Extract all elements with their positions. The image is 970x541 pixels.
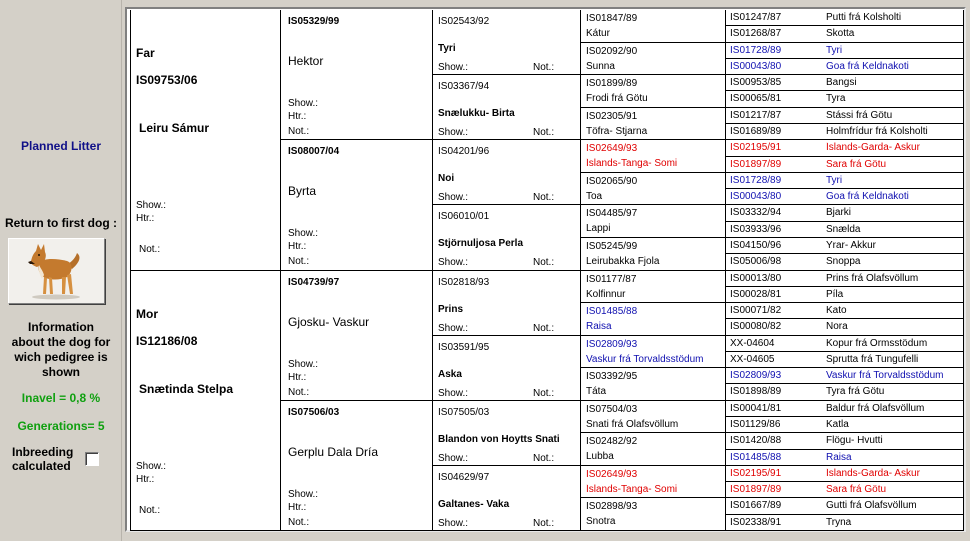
- gen5-cell: [726, 238, 964, 254]
- gen3-cell: [433, 75, 581, 140]
- gen5-cell: [726, 336, 964, 352]
- parent-role: Mor: [136, 307, 158, 321]
- grandparent-name[interactable]: Gerplu Dala Dría: [288, 445, 379, 459]
- htr-label: Htr.:: [288, 372, 307, 383]
- gen5-reg-number[interactable]: IS00028/81: [730, 289, 782, 300]
- gen5-reg-number[interactable]: IS00043/80: [730, 61, 782, 72]
- inavel-value: Inavel = 0,8 %: [21, 391, 101, 405]
- gen4-cell: [581, 303, 726, 336]
- gen5-name[interactable]: Kopur frá Ormsstödum: [826, 338, 928, 349]
- gen5-reg-number[interactable]: XX-04604: [730, 338, 775, 349]
- gen4-name[interactable]: Toa: [586, 191, 603, 202]
- gen4-reg-number[interactable]: IS01847/89: [586, 13, 638, 24]
- gen5-name[interactable]: Goa frá Keldnakoti: [826, 191, 909, 202]
- info-line: about the dog for: [11, 335, 111, 349]
- gen5-reg-number[interactable]: IS00041/81: [730, 403, 782, 414]
- gen5-cell: [726, 59, 964, 75]
- gen3-reg-number[interactable]: IS03591/95: [438, 342, 490, 353]
- gen4-reg-number[interactable]: IS02809/93: [586, 339, 638, 350]
- parent-cell-far: [130, 10, 281, 271]
- grandparent-name[interactable]: Gjosku- Vaskur: [288, 315, 370, 329]
- gen5-name[interactable]: Tyri: [826, 45, 843, 56]
- gen5-cell: [726, 205, 964, 222]
- not-label: Not.:: [139, 244, 161, 255]
- gen5-cell: [726, 384, 964, 401]
- gen4-name[interactable]: Kolfinnur: [586, 289, 626, 300]
- gen5-reg-number[interactable]: IS01268/87: [730, 28, 782, 39]
- gen5-reg-number[interactable]: XX-04605: [730, 354, 775, 365]
- planned-litter-link[interactable]: Planned Litter: [20, 139, 101, 153]
- gen3-reg-number[interactable]: IS02818/93: [438, 277, 490, 288]
- gen5-cell: [726, 368, 964, 384]
- gen5-reg-number[interactable]: IS01420/88: [730, 435, 782, 446]
- gen5-name[interactable]: Katla: [826, 419, 849, 430]
- gen5-reg-number[interactable]: IS00013/80: [730, 273, 782, 284]
- gen5-name[interactable]: Raisa: [826, 452, 852, 463]
- gen4-reg-number[interactable]: IS02649/93: [586, 143, 638, 154]
- gen5-name[interactable]: Píla: [826, 289, 844, 300]
- gen5-name[interactable]: Putti frá Kolsholti: [826, 12, 902, 23]
- gen4-reg-number[interactable]: IS01485/88: [586, 306, 638, 317]
- inbreeding-line: calculated: [12, 459, 71, 473]
- gen5-reg-number[interactable]: IS03933/96: [730, 224, 782, 235]
- parent-name[interactable]: Snætinda Stelpa: [139, 382, 234, 396]
- gen5-cell: [726, 108, 964, 124]
- gen5-name[interactable]: Bangsi: [826, 77, 857, 88]
- gen4-name[interactable]: Íslands-Tanga- Somi: [586, 484, 678, 495]
- show-label: Show.:: [438, 518, 469, 529]
- gen5-name[interactable]: Flögu- Hvutti: [826, 435, 883, 446]
- gen5-reg-number[interactable]: IS01728/89: [730, 45, 782, 56]
- gen4-cell: [581, 205, 726, 238]
- gen4-cell: [581, 140, 726, 173]
- grandparent-cell: [281, 10, 433, 140]
- gen5-name[interactable]: Tyra: [826, 93, 846, 104]
- grandparent-reg-number[interactable]: IS05329/99: [288, 16, 340, 27]
- dog-icon: [9, 239, 104, 303]
- gen5-cell: [726, 303, 964, 319]
- gen5-reg-number[interactable]: IS01689/89: [730, 126, 782, 137]
- gen5-reg-number[interactable]: IS00953/85: [730, 77, 782, 88]
- generations-value: Generations= 5: [17, 419, 105, 433]
- not-label: Not.:: [288, 387, 310, 398]
- gen5-name[interactable]: Tryna: [826, 517, 852, 528]
- gen5-name[interactable]: Yrar- Akkur: [826, 240, 877, 251]
- gen3-reg-number[interactable]: IS03367/94: [438, 81, 490, 92]
- gen5-name[interactable]: Íslands-Garda- Askur: [826, 142, 920, 153]
- gen5-cell: [726, 401, 964, 417]
- gen5-cell: [726, 189, 964, 205]
- gen3-reg-number[interactable]: IS04201/96: [438, 146, 490, 157]
- gen5-reg-number[interactable]: IS01247/87: [730, 12, 782, 23]
- show-label: Show.:: [288, 98, 319, 109]
- gen5-name[interactable]: Baldur frá Olafsvöllum: [826, 403, 925, 414]
- gen4-reg-number[interactable]: IS02898/93: [586, 501, 638, 512]
- not-label: Not.:: [139, 505, 161, 516]
- not-label: Not.:: [533, 323, 555, 334]
- return-to-first-dog-button[interactable]: [8, 238, 105, 304]
- gen5-name[interactable]: Sara frá Götu: [826, 484, 887, 495]
- gen4-name[interactable]: Frodi frá Götu: [586, 93, 648, 104]
- gen5-name[interactable]: Sprutta frá Tungufelli: [826, 354, 919, 365]
- gen5-reg-number[interactable]: IS00065/81: [730, 93, 782, 104]
- gen4-reg-number[interactable]: IS01177/87: [586, 274, 637, 285]
- gen5-cell: [726, 466, 964, 482]
- show-label: Show.:: [288, 359, 319, 370]
- gen5-reg-number[interactable]: IS01897/89: [730, 484, 782, 495]
- htr-label: Htr.:: [136, 474, 155, 485]
- gen5-reg-number[interactable]: IS01217/87: [730, 110, 782, 121]
- parent-reg-number[interactable]: IS09753/06: [136, 73, 198, 87]
- gen5-name[interactable]: Kato: [826, 305, 847, 316]
- gen5-cell: [726, 254, 964, 271]
- gen5-cell: [726, 173, 964, 189]
- gen5-cell: [726, 271, 964, 287]
- gen3-cell: [433, 140, 581, 205]
- grandparent-cell: [281, 401, 433, 531]
- not-label: Not.:: [533, 62, 555, 73]
- pedigree-tree: [130, 10, 964, 531]
- grandparent-name[interactable]: Byrta: [288, 184, 317, 198]
- inbreeding-checkbox[interactable]: [85, 452, 99, 466]
- gen5-name[interactable]: Sara frá Götu: [826, 159, 887, 170]
- gen5-name[interactable]: Holmfrídur frá Kolsholti: [826, 126, 928, 137]
- gen5-reg-number[interactable]: IS01667/89: [730, 500, 782, 511]
- gen4-reg-number[interactable]: IS03392/95: [586, 371, 638, 382]
- gen3-name[interactable]: Galtanes- Vaka: [438, 499, 510, 510]
- gen3-reg-number[interactable]: IS06010/01: [438, 211, 490, 222]
- gen5-reg-number[interactable]: IS01485/88: [730, 452, 782, 463]
- gen3-name[interactable]: Snælukku- Birta: [438, 108, 515, 119]
- gen5-reg-number[interactable]: IS02195/91: [730, 468, 782, 479]
- gen5-name[interactable]: Bjarki: [826, 207, 852, 218]
- gen5-cell: [726, 450, 964, 466]
- gen3-name[interactable]: Aska: [438, 369, 462, 380]
- gen4-name[interactable]: Lubba: [586, 451, 614, 462]
- gen5-name[interactable]: Prins frá Olafsvöllum: [826, 273, 919, 284]
- grandparent-reg-number[interactable]: IS08007/04: [288, 146, 340, 157]
- gen3-name[interactable]: Tyri: [438, 43, 456, 54]
- gen5-cell: [726, 287, 964, 303]
- not-label: Not.:: [533, 518, 555, 529]
- parent-cell-mor: [130, 271, 281, 531]
- show-label: Show.:: [438, 323, 469, 334]
- gen5-name[interactable]: Snoppa: [826, 256, 861, 267]
- show-label: Show.:: [288, 489, 319, 500]
- gen5-cell: [726, 10, 964, 26]
- inbreeding-line: Inbreeding: [12, 445, 74, 459]
- gen5-reg-number[interactable]: IS01898/89: [730, 386, 782, 397]
- grandparent-cell: [281, 271, 433, 401]
- gen5-name[interactable]: Nora: [826, 321, 848, 332]
- show-label: Show.:: [136, 200, 167, 211]
- gen5-cell: [726, 124, 964, 140]
- show-label: Show.:: [438, 257, 469, 268]
- not-label: Not.:: [288, 126, 310, 137]
- gen4-name[interactable]: Raisa: [586, 321, 612, 332]
- show-label: Show.:: [438, 62, 469, 73]
- gen5-reg-number[interactable]: IS01129/86: [730, 419, 781, 430]
- gen5-reg-number[interactable]: IS02809/93: [730, 370, 782, 381]
- gen5-name[interactable]: Íslands-Garda- Askur: [826, 468, 920, 479]
- gen5-reg-number[interactable]: IS05006/98: [730, 256, 782, 267]
- gen4-cell: [581, 173, 726, 205]
- gen4-cell: [581, 271, 726, 303]
- gen4-reg-number[interactable]: IS02649/93: [586, 469, 638, 480]
- gen4-cell: [581, 433, 726, 466]
- sidebar-panel: [0, 0, 122, 541]
- not-label: Not.:: [533, 388, 555, 399]
- gen5-cell: [726, 140, 964, 157]
- gen4-name[interactable]: Snotra: [586, 516, 616, 527]
- gen4-cell: [581, 75, 726, 108]
- gen3-cell: [433, 271, 581, 336]
- grandparent-name[interactable]: Hektor: [288, 54, 324, 68]
- not-label: Not.:: [533, 453, 555, 464]
- gen4-cell: [581, 401, 726, 433]
- gen5-name[interactable]: Vaskur frá Torvaldsstödum: [826, 370, 944, 381]
- gen3-cell: [433, 401, 581, 466]
- gen5-reg-number[interactable]: IS02195/91: [730, 142, 782, 153]
- info-line: Information: [28, 320, 94, 334]
- info-line: wich pedigree is: [14, 350, 108, 364]
- gen5-cell: [726, 26, 964, 43]
- gen4-name[interactable]: Leirubakka Fjola: [586, 256, 660, 267]
- gen4-reg-number[interactable]: IS04485/97: [586, 208, 638, 219]
- inbreeding-label: [12, 445, 73, 473]
- gen5-cell: [726, 222, 964, 238]
- not-label: Not.:: [533, 127, 555, 138]
- gen5-name[interactable]: Tyri: [826, 175, 843, 186]
- gen5-name[interactable]: Gutti frá Olafsvöllum: [826, 500, 917, 511]
- gen5-reg-number[interactable]: IS00080/82: [730, 321, 782, 332]
- gen5-cell: [726, 352, 964, 368]
- gen3-name[interactable]: Stjörnuljosa Perla: [438, 238, 524, 249]
- not-label: Not.:: [288, 256, 310, 267]
- grandparent-reg-number[interactable]: IS07506/03: [288, 407, 340, 418]
- gen4-name[interactable]: Kátur: [586, 28, 610, 39]
- gen4-cell: [581, 10, 726, 43]
- gen5-name[interactable]: Skotta: [826, 28, 855, 39]
- gen3-reg-number[interactable]: IS02543/92: [438, 16, 490, 27]
- gen5-cell: [726, 91, 964, 108]
- gen4-name[interactable]: Töfra- Stjarna: [586, 126, 648, 137]
- grandparent-cell: [281, 140, 433, 271]
- gen4-cell: [581, 498, 726, 531]
- gen4-cell: [581, 466, 726, 498]
- gen4-reg-number[interactable]: IS05245/99: [586, 241, 638, 252]
- pedigree-panel: [125, 7, 966, 532]
- show-label: Show.:: [438, 192, 469, 203]
- show-label: Show.:: [288, 228, 319, 239]
- gen4-name[interactable]: Sunna: [586, 61, 615, 72]
- gen5-reg-number[interactable]: IS01897/89: [730, 159, 782, 170]
- gen4-name[interactable]: Vaskur frá Torvaldsstödum: [586, 354, 704, 365]
- gen5-cell: [726, 433, 964, 450]
- gen5-cell: [726, 515, 964, 531]
- not-label: Not.:: [288, 517, 310, 528]
- gen4-reg-number[interactable]: IS02482/92: [586, 436, 638, 447]
- info-line: shown: [42, 365, 80, 379]
- gen4-reg-number[interactable]: IS07504/03: [586, 404, 638, 415]
- gen4-cell: [581, 238, 726, 271]
- gen5-cell: [726, 75, 964, 91]
- gen4-name[interactable]: Lappi: [586, 223, 611, 234]
- show-label: Show.:: [438, 453, 469, 464]
- gen4-reg-number[interactable]: IS02065/90: [586, 176, 638, 187]
- gen5-reg-number[interactable]: IS00043/80: [730, 191, 782, 202]
- gen5-reg-number[interactable]: IS04150/96: [730, 240, 782, 251]
- gen4-cell: [581, 336, 726, 368]
- parent-name[interactable]: Leiru Sámur: [139, 121, 210, 135]
- show-label: Show.:: [136, 461, 167, 472]
- gen4-name[interactable]: Snati frá Olafsvöllum: [586, 419, 679, 430]
- gen4-reg-number[interactable]: IS01899/89: [586, 78, 638, 89]
- gen5-cell: [726, 417, 964, 433]
- gen3-reg-number[interactable]: IS04629/97: [438, 472, 490, 483]
- gen4-cell: [581, 108, 726, 140]
- htr-label: Htr.:: [288, 111, 307, 122]
- info-text: [0, 320, 122, 380]
- gen3-cell: [433, 10, 581, 75]
- gen5-reg-number[interactable]: IS02338/91: [730, 517, 782, 528]
- gen5-reg-number[interactable]: IS03332/94: [730, 207, 782, 218]
- grandparent-reg-number[interactable]: IS04739/97: [288, 277, 340, 288]
- gen3-name[interactable]: Blandon von Hoytts Snati: [438, 434, 560, 445]
- show-label: Show.:: [438, 127, 469, 138]
- gen4-cell: [581, 43, 726, 75]
- gen3-cell: [433, 336, 581, 401]
- gen5-cell: [726, 482, 964, 498]
- show-label: Show.:: [438, 388, 469, 399]
- gen4-cell: [581, 368, 726, 401]
- gen5-cell: [726, 498, 964, 515]
- gen5-name[interactable]: Goa frá Keldnakoti: [826, 61, 909, 72]
- gen4-name[interactable]: Táta: [586, 386, 607, 397]
- parent-role: Far: [136, 46, 155, 60]
- gen3-cell: [433, 466, 581, 531]
- gen3-reg-number[interactable]: IS07505/03: [438, 407, 490, 418]
- gen5-cell: [726, 157, 964, 173]
- not-label: Not.:: [533, 192, 555, 203]
- gen4-reg-number[interactable]: IS02305/91: [586, 111, 638, 122]
- gen5-reg-number[interactable]: IS01728/89: [730, 175, 782, 186]
- gen3-name[interactable]: Prins: [438, 304, 464, 315]
- gen5-name[interactable]: Snælda: [826, 224, 861, 235]
- parent-reg-number[interactable]: IS12186/08: [136, 334, 198, 348]
- gen4-name[interactable]: Íslands-Tanga- Somi: [586, 158, 678, 169]
- htr-label: Htr.:: [288, 502, 307, 513]
- gen5-reg-number[interactable]: IS00071/82: [730, 305, 782, 316]
- gen5-name[interactable]: Tyra frá Götu: [826, 386, 885, 397]
- return-label: Return to first dog :: [5, 216, 117, 230]
- not-label: Not.:: [533, 257, 555, 268]
- gen5-cell: [726, 319, 964, 336]
- htr-label: Htr.:: [288, 241, 307, 252]
- gen4-reg-number[interactable]: IS02092/90: [586, 46, 638, 57]
- gen3-name[interactable]: Noi: [438, 173, 455, 184]
- gen5-cell: [726, 43, 964, 59]
- gen3-cell: [433, 205, 581, 271]
- gen5-name[interactable]: Stássi frá Götu: [826, 110, 893, 121]
- htr-label: Htr.:: [136, 213, 155, 224]
